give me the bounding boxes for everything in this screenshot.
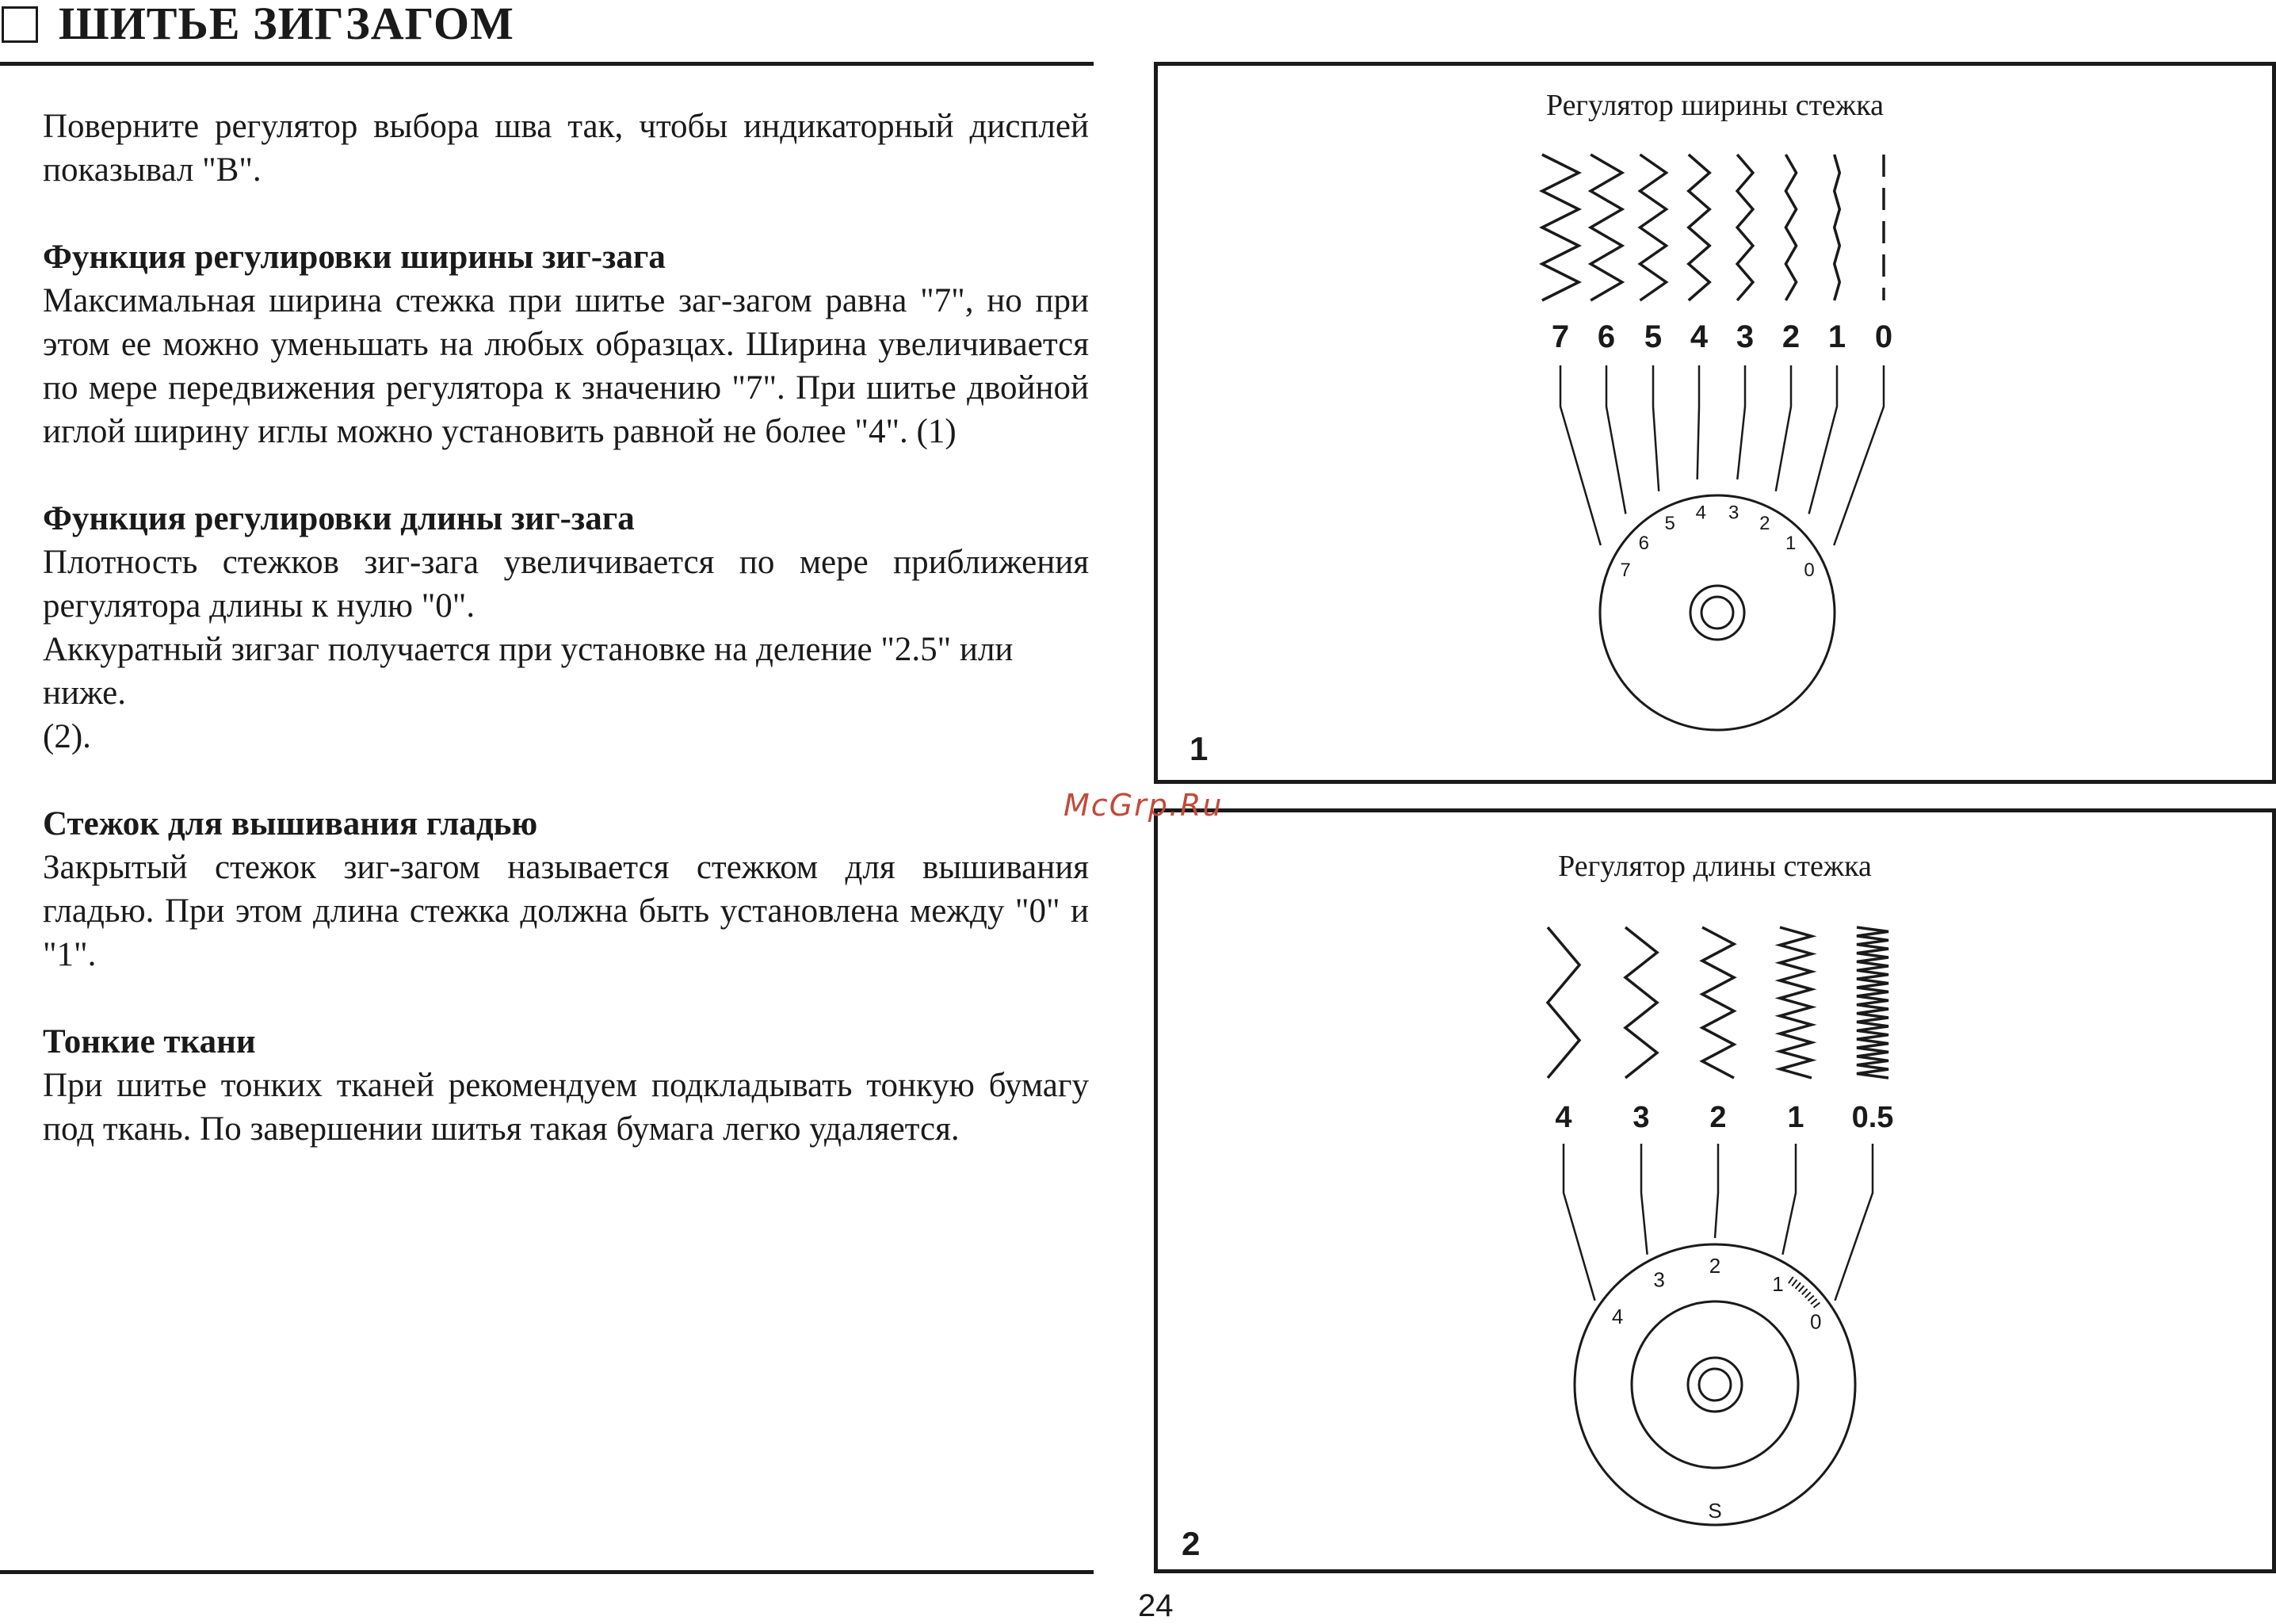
section-heading-satin: Стежок для вышивания гладью bbox=[43, 805, 538, 843]
section-heading-length: Функция регулировки длины зиг-зага bbox=[43, 500, 635, 537]
dial-fine-tick bbox=[1814, 1303, 1820, 1308]
leader-line bbox=[1782, 1144, 1796, 1255]
length-dial-diagram bbox=[1158, 812, 2272, 1569]
figure-2-caption: Регулятор длины стежка bbox=[1558, 850, 1872, 883]
figure-2-panel bbox=[1154, 808, 2276, 1573]
width-dial-knob bbox=[1600, 495, 1835, 730]
dial-mark-5: 5 bbox=[1664, 512, 1675, 534]
bottom-rule bbox=[0, 1570, 1094, 1574]
section-heading-thin-fabrics: Тонкие ткани bbox=[43, 1023, 256, 1060]
length-label-4: 4 bbox=[1555, 1101, 1572, 1134]
dial-mark-3: 3 bbox=[1728, 502, 1739, 524]
dial-fine-tick bbox=[1805, 1292, 1811, 1297]
leader-line bbox=[1715, 1144, 1718, 1238]
dial-center-outer bbox=[1688, 1358, 1742, 1412]
leader-line bbox=[1776, 365, 1791, 491]
dial-mark-2: 2 bbox=[1709, 1254, 1721, 1278]
width-dial-diagram bbox=[1158, 66, 2272, 780]
dial-mark-4: 4 bbox=[1695, 502, 1706, 524]
dial-mark-6: 6 bbox=[1638, 532, 1649, 554]
dial-fine-tick bbox=[1808, 1296, 1813, 1301]
stitch-sample-3 bbox=[1625, 927, 1657, 1078]
dial-center-inner bbox=[1701, 597, 1733, 629]
dial-mark-2: 2 bbox=[1759, 512, 1770, 534]
dial-fine-tick bbox=[1811, 1299, 1817, 1304]
length-label-2: 2 bbox=[1709, 1101, 1727, 1134]
intro-paragraph: Поверните регулятор выбора шва так, чтобы индикаторный дисплей показывал "B". bbox=[43, 108, 1089, 189]
leader-line bbox=[1606, 365, 1625, 514]
section-heading-width: Функция регулировки ширины зиг-зага bbox=[43, 239, 666, 276]
dial-mark-4: 4 bbox=[1611, 1305, 1624, 1328]
dial-mark-1: 1 bbox=[1785, 532, 1797, 554]
width-label-0: 0 bbox=[1874, 319, 1893, 354]
stitch-sample-4 bbox=[1689, 155, 1709, 300]
dial-bottom-mark: S bbox=[1708, 1499, 1722, 1523]
title-row bbox=[0, 0, 1094, 55]
leader-line bbox=[1737, 365, 1745, 480]
dial-fine-tick bbox=[1799, 1286, 1804, 1291]
stitch-sample-7 bbox=[1542, 155, 1579, 300]
width-label-5: 5 bbox=[1644, 319, 1663, 354]
section-text-length-2: Аккуратный зигзаг получается при установке на деление "2.5" или ниже. bbox=[43, 631, 1014, 712]
instruction-text bbox=[43, 105, 1089, 1151]
width-label-2: 2 bbox=[1781, 319, 1801, 354]
leader-line bbox=[1834, 365, 1884, 545]
figure-2-number: 2 bbox=[1182, 1525, 1201, 1562]
dial-mark-0: 0 bbox=[1809, 1309, 1822, 1334]
dial-mark-0: 0 bbox=[1804, 559, 1815, 581]
title-underline bbox=[0, 62, 1094, 66]
stitch-sample-1 bbox=[1835, 155, 1840, 300]
leader-line bbox=[1653, 365, 1659, 491]
watermark: McGrp.Ru bbox=[1064, 788, 1224, 823]
dial-mark-3: 3 bbox=[1653, 1267, 1665, 1292]
leader-line bbox=[1809, 365, 1837, 514]
leader-line bbox=[1697, 365, 1699, 480]
stitch-sample-1 bbox=[1780, 927, 1812, 1078]
section-checkbox bbox=[2, 6, 38, 43]
dial-center-inner bbox=[1699, 1369, 1731, 1400]
stitch-sample-4 bbox=[1548, 927, 1579, 1078]
dial-fine-tick bbox=[1802, 1289, 1808, 1294]
figure-1-panel bbox=[1154, 62, 2276, 784]
length-label-1: 1 bbox=[1787, 1101, 1804, 1134]
leader-line bbox=[1835, 1144, 1873, 1301]
stitch-sample-3 bbox=[1737, 155, 1753, 300]
figure-1-caption: Регулятор ширины стежка bbox=[1545, 89, 1885, 122]
page-title: ШИТЬЕ ЗИГЗАГОМ bbox=[59, 0, 514, 49]
leader-line bbox=[1564, 1144, 1595, 1301]
leader-line bbox=[1560, 365, 1601, 545]
stitch-sample-5 bbox=[1640, 155, 1667, 300]
dial-fine-tick bbox=[1796, 1282, 1801, 1289]
width-label-7: 7 bbox=[1551, 319, 1570, 354]
section-text-satin: Закрытый стежок зиг-загом называется стежком для вышивания гладью. При этом длина стежка должна быть установлена между "0" и "1". bbox=[43, 849, 1089, 973]
leader-line bbox=[1641, 1144, 1648, 1255]
length-dial-knob bbox=[1575, 1244, 1855, 1525]
width-label-1: 1 bbox=[1827, 319, 1846, 354]
section-text-length-3: (2). bbox=[43, 718, 91, 755]
dial-center-outer bbox=[1690, 586, 1744, 640]
figure-1-number: 1 bbox=[1190, 730, 1209, 767]
stitch-sample-0.5 bbox=[1857, 927, 1888, 1078]
length-dial-ring bbox=[1632, 1301, 1798, 1468]
length-label-3: 3 bbox=[1633, 1101, 1650, 1134]
dial-mark-1: 1 bbox=[1772, 1271, 1784, 1296]
dial-fine-tick bbox=[1792, 1280, 1797, 1286]
width-label-6: 6 bbox=[1597, 319, 1616, 354]
section-text-thin-fabrics: При шитье тонких тканей рекомендуем подкладывать тонкую бумагу под ткань. По завершении шитья такая бумага легко удаляется. bbox=[43, 1067, 1089, 1148]
dial-mark-7: 7 bbox=[1620, 559, 1631, 581]
length-label-0.5: 0.5 bbox=[1851, 1101, 1894, 1134]
dial-fine-tick bbox=[1789, 1277, 1793, 1283]
stitch-sample-2 bbox=[1785, 155, 1796, 300]
section-text-width: Максимальная ширина стежка при шитье заг-загом равна "7", но при этом ее можно уменьшать на любых образцах. Ширина увеличивается по мере передвижения регулятора к значению "7". При шитье двойной иглой ширину иглы можно установить равной не более "4". (1) bbox=[43, 282, 1089, 450]
section-text-length: Плотность стежков зиг-зага увеличивается по мере приближения регулятора длины к нулю "0". bbox=[43, 544, 1089, 625]
stitch-sample-2 bbox=[1702, 927, 1734, 1078]
width-label-4: 4 bbox=[1690, 319, 1709, 354]
page-number: 24 bbox=[1138, 1588, 1174, 1623]
width-label-3: 3 bbox=[1736, 319, 1755, 354]
stitch-sample-6 bbox=[1591, 155, 1622, 300]
